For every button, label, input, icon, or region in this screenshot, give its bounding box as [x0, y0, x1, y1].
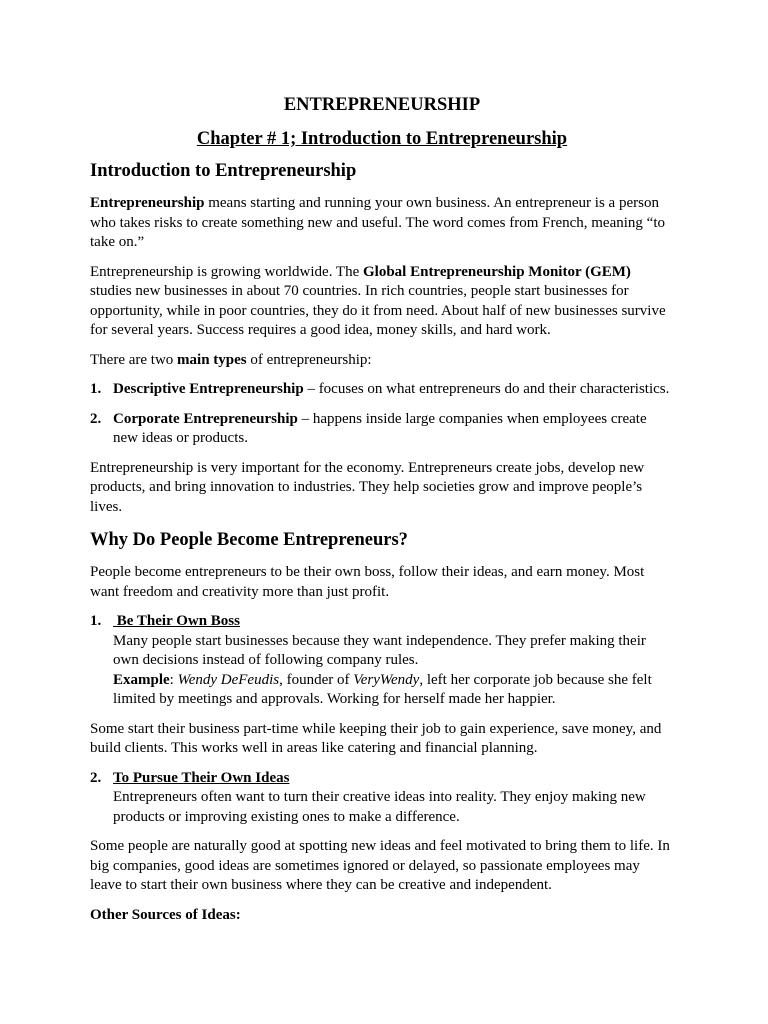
- example-company: VeryWendy: [353, 671, 420, 688]
- types-text-after: of entrepreneurship:: [246, 351, 372, 368]
- list-item-own-boss: [90, 612, 674, 710]
- section-heading-introduction: Introduction to Entrepreneurship: [90, 161, 357, 181]
- types-bold: main types: [177, 351, 247, 368]
- reason-title: To Pursue Their Own Ideas: [113, 769, 290, 786]
- list-item-own-ideas: [90, 769, 674, 828]
- intro-paragraph-gem: [90, 263, 674, 341]
- why-paragraph-ideas: Some people are naturally good at spotting new ideas and feel motivated to bring them to life. In big companies, good ideas are sometimes ignored or delayed, so passionate employees may leave to start their own business where they can be creative and independent.: [90, 838, 670, 893]
- why-paragraph-intro: People become entrepreneurs to be their own boss, follow their ideas, and earn money. Most want freedom and creativity more than just profit.: [90, 564, 645, 600]
- section-heading-why: Why Do People Become Entrepreneurs?: [90, 530, 408, 550]
- chapter-title: Chapter # 1; Introduction to Entrepreneurship: [196, 129, 568, 149]
- example-person: Wendy DeFeudis: [177, 671, 280, 688]
- example-colon: :: [169, 671, 178, 688]
- reason-title: Be Their Own Boss: [113, 613, 240, 629]
- reason-text: Many people start businesses because they want independence. They prefer making their own decisions instead of following company rules.: [113, 632, 646, 668]
- intro-paragraph-types: [90, 351, 674, 371]
- list-item-descriptive: [90, 380, 674, 400]
- other-sources-label: Other Sources of Ideas:: [90, 906, 241, 923]
- example-rest: , left her corporate job because she felt limited by meetings and approvals. Working for herself made her happier.: [113, 671, 652, 707]
- why-paragraph-part-time: Some start their business part-time while keeping their job to gain experience, save money, and build clients. This works well in areas like catering and financial planning.: [90, 720, 662, 756]
- term-entrepreneurship: Entrepreneurship: [90, 195, 205, 211]
- list-number: 1.: [90, 613, 102, 629]
- example-label: Example: [113, 671, 170, 688]
- gem-name: Global Entrepreneurship Monitor (GEM): [363, 263, 631, 280]
- page-content: [90, 94, 674, 925]
- intro-paragraph-importance: Entrepreneurship is very important for the economy. Entrepreneurs create jobs, develop new products, and bring innovation to industries. They help societies grow and improve people’s lives.: [90, 459, 645, 515]
- type-term: Corporate Entrepreneurship: [113, 410, 298, 427]
- reason-text: Entrepreneurs often want to turn their creative ideas into reality. They enjoy making new products or improving existing ones to make a difference.: [113, 789, 646, 825]
- other-sources-heading: [90, 906, 674, 926]
- gem-text-after: studies new businesses in about 70 countries. In rich countries, people start businesses for opportunity, while in poor countries, they do it from need. About half of new businesses survive for several years. Success requires a good idea, money skills, and hard work.: [90, 283, 666, 338]
- list-number: 1.: [90, 381, 102, 397]
- types-text-before: There are two: [90, 351, 178, 368]
- example-line: [113, 671, 674, 710]
- gem-text-before: Entrepreneurship is growing worldwide. The: [90, 263, 363, 280]
- type-description: – happens inside large companies when employees create new ideas or products.: [113, 410, 647, 446]
- definition-text: means starting and running your own business. An entrepreneur is a person who takes risks to create something new and useful. The word comes from French, meaning “to take on.”: [90, 195, 665, 250]
- type-term: Descriptive Entrepreneurship: [113, 381, 304, 397]
- example-mid: , founder of: [279, 671, 354, 688]
- type-description: – focuses on what entrepreneurs do and their characteristics.: [303, 381, 670, 397]
- intro-paragraph-definition: [90, 194, 674, 253]
- document-title: ENTREPRENEURSHIP: [283, 95, 481, 115]
- list-number: 2.: [90, 410, 102, 427]
- list-item-corporate: [90, 410, 674, 449]
- list-number: 2.: [90, 769, 102, 786]
